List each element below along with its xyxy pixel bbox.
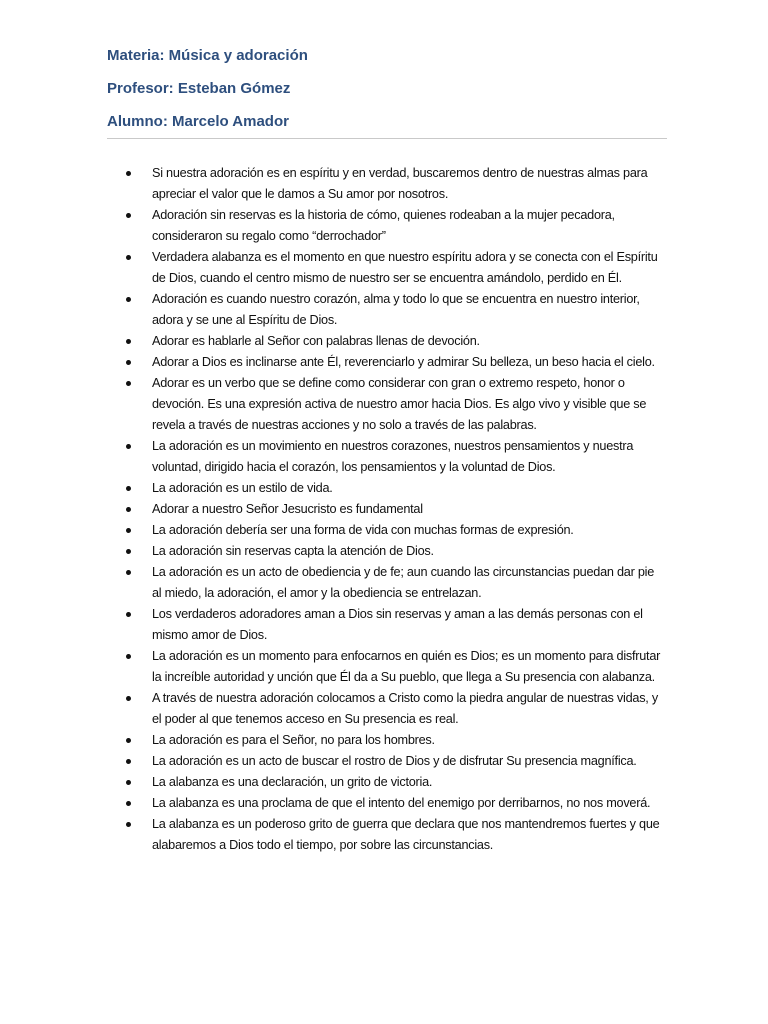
bullet-dot-icon xyxy=(126,801,131,806)
list-item-text: Si nuestra adoración es en espíritu y en verdad, buscaremos dentro de nuestras almas para apreciar el valor que le damos a Su amor por nosotros. xyxy=(152,166,648,201)
list-item xyxy=(152,688,662,730)
bullet-dot-icon xyxy=(126,759,131,764)
list-item-text: La adoración es un estilo de vida. xyxy=(152,481,333,495)
list-item-text: La adoración es un movimiento en nuestros corazones, nuestros pensamientos y nuestra voluntad, dirigido hacia el corazón, los pensamientos y la voluntad de Dios. xyxy=(152,439,634,474)
list-item xyxy=(152,604,662,646)
list-item-text: La adoración es un momento para enfocarnos en quién es Dios; es un momento para disfrutar la increíble autoridad y unción que Él da a Su pueblo, que llega a Su presencia con alabanza. xyxy=(152,649,661,684)
bullet-dot-icon xyxy=(126,213,131,218)
bullet-dot-icon xyxy=(126,738,131,743)
bullet-dot-icon xyxy=(126,381,131,386)
list-item xyxy=(152,520,662,541)
list-item xyxy=(152,646,662,688)
bullet-dot-icon xyxy=(126,822,131,827)
list-item xyxy=(152,478,662,499)
list-item xyxy=(152,793,662,814)
list-item-text: Verdadera alabanza es el momento en que nuestro espíritu adora y se conecta con el Espíritu de Dios, cuando el centro mismo de nuestro ser se encuentra amándolo, perdido en Él. xyxy=(152,250,658,285)
list-item-text: La adoración debería ser una forma de vida con muchas formas de expresión. xyxy=(152,523,574,537)
subject-heading: Materia: Música y adoración xyxy=(107,47,308,64)
bullet-dot-icon xyxy=(126,612,131,617)
list-item xyxy=(152,814,662,856)
list-item-text: La alabanza es una proclama de que el intento del enemigo por derribarnos, no nos moverá. xyxy=(152,796,651,810)
list-item-text: La adoración sin reservas capta la atención de Dios. xyxy=(152,544,434,558)
header-divider xyxy=(107,138,667,139)
list-item-text: La adoración es un acto de buscar el rostro de Dios y de disfrutar Su presencia magnífica. xyxy=(152,754,637,768)
bullet-dot-icon xyxy=(126,696,131,701)
bullet-dot-icon xyxy=(126,507,131,512)
list-item-text: La adoración es para el Señor, no para los hombres. xyxy=(152,733,435,747)
list-item xyxy=(152,772,662,793)
bullet-dot-icon xyxy=(126,255,131,260)
bullet-dot-icon xyxy=(126,780,131,785)
bullet-dot-icon xyxy=(126,528,131,533)
list-item xyxy=(152,289,662,331)
bullet-dot-icon xyxy=(126,171,131,176)
list-item xyxy=(152,331,662,352)
bullet-dot-icon xyxy=(126,486,131,491)
list-item-text: Adorar a Dios es inclinarse ante Él, reverenciarlo y admirar Su belleza, un beso hacia el cielo. xyxy=(152,355,655,369)
list-item xyxy=(152,751,662,772)
list-item-text: Adorar es un verbo que se define como considerar con gran o extremo respeto, honor o devoción. Es una expresión activa de nuestro amor hacia Dios. Es algo vivo y visible que se revela a través de nuestras acciones y no solo a través de las palabras. xyxy=(152,376,647,432)
list-item xyxy=(152,562,662,604)
list-item-text: Adorar es hablarle al Señor con palabras llenas de devoción. xyxy=(152,334,480,348)
list-item xyxy=(152,205,662,247)
bullet-list xyxy=(152,163,662,856)
bullet-dot-icon xyxy=(126,339,131,344)
bullet-dot-icon xyxy=(126,549,131,554)
list-item-text: A través de nuestra adoración colocamos a Cristo como la piedra angular de nuestras vidas, y el poder al que tenemos acceso en Su presencia es real. xyxy=(152,691,658,726)
list-item xyxy=(152,163,662,205)
student-heading: Alumno: Marcelo Amador xyxy=(107,113,289,130)
bullet-dot-icon xyxy=(126,570,131,575)
bullet-dot-icon xyxy=(126,444,131,449)
bullet-dot-icon xyxy=(126,360,131,365)
list-item-text: La alabanza es un poderoso grito de guerra que declara que nos mantendremos fuertes y que alabaremos a Dios todo el tiempo, por sobre las circunstancias. xyxy=(152,817,660,852)
list-item xyxy=(152,247,662,289)
list-item xyxy=(152,352,662,373)
list-item xyxy=(152,373,662,436)
list-item-text: Los verdaderos adoradores aman a Dios sin reservas y aman a las demás personas con el mismo amor de Dios. xyxy=(152,607,643,642)
bullet-dot-icon xyxy=(126,654,131,659)
bullet-dot-icon xyxy=(126,297,131,302)
list-item xyxy=(152,730,662,751)
list-item xyxy=(152,436,662,478)
document-header xyxy=(107,44,667,143)
list-item xyxy=(152,541,662,562)
list-item-text: La alabanza es una declaración, un grito de victoria. xyxy=(152,775,433,789)
list-item-text: La adoración es un acto de obediencia y de fe; aun cuando las circunstancias puedan dar pie al miedo, la adoración, el amor y la obediencia se entrelazan. xyxy=(152,565,655,600)
list-item xyxy=(152,499,662,520)
list-item-text: Adoración es cuando nuestro corazón, alma y todo lo que se encuentra en nuestro interior, adora y se une al Espíritu de Dios. xyxy=(152,292,640,327)
list-item-text: Adorar a nuestro Señor Jesucristo es fundamental xyxy=(152,502,423,516)
teacher-heading: Profesor: Esteban Gómez xyxy=(107,80,291,97)
list-item-text: Adoración sin reservas es la historia de cómo, quienes rodeaban a la mujer pecadora, consideraron su regalo como “derrochador” xyxy=(152,208,615,243)
